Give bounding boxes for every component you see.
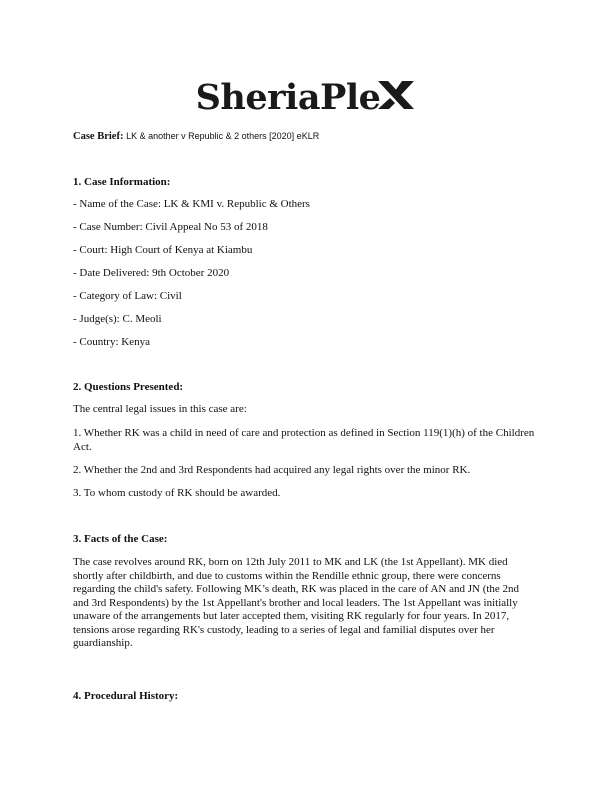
question-item: 3. To whom custody of RK should be awarded. (73, 487, 281, 499)
questions-intro: The central legal issues in this case are: (73, 403, 247, 415)
case-info-item: - Case Number: Civil Appeal No 53 of 2018 (73, 221, 268, 233)
x-mark-icon (376, 77, 416, 118)
case-info-item: - Name of the Case: LK & KMI v. Republic & Others (73, 198, 310, 210)
case-brief-label: Case Brief: (73, 131, 124, 142)
section-heading-facts: 3. Facts of the Case: (73, 533, 168, 545)
case-info-item: - Date Delivered: 9th October 2020 (73, 267, 230, 279)
case-brief-line (73, 131, 319, 142)
sheriaplex-logo (0, 74, 612, 120)
section-heading-questions-presented: 2. Questions Presented: (73, 381, 184, 393)
question-item: 2. Whether the 2nd and 3rd Respondents had acquired any legal rights over the minor RK. (73, 464, 471, 476)
question-item: 1. Whether RK was a child in need of care and protection as defined in Section 119(1)(h) of the Children Act. (73, 427, 535, 453)
case-info-item: - Category of Law: Civil (73, 290, 182, 302)
case-info-item: - Country: Kenya (73, 336, 150, 348)
facts-paragraph: The case revolves around RK, born on 12th July 2011 to MK and LK (the 1st Appellant). MK died shortly after childbirth, and due to customs within the Rendille ethnic group, there were concerns regarding the child's safety. Following MK’s death, RK was placed in the care of AN and JN (the 2nd and 3rd Respondents) by the 1st Appellant's brother and local leaders. The 1st Appellant was initially unaware of the arrangements but later accepted them, visiting RK regularly for four years. In 2017, tensions arose regarding RK's custody, leading to a series of legal and familial disputes over her guardianship. (73, 556, 520, 649)
case-brief-title: LK & another v Republic & 2 others [2020] eKLR (126, 131, 320, 141)
logo-text: SheriaPle (195, 76, 381, 118)
case-info-item: - Judge(s): C. Meoli (73, 313, 162, 325)
case-info-item: - Court: High Court of Kenya at Kiambu (73, 244, 253, 256)
section-heading-case-information: 1. Case Information: (73, 176, 171, 188)
section-heading-procedural-history: 4. Procedural History: (73, 690, 179, 702)
